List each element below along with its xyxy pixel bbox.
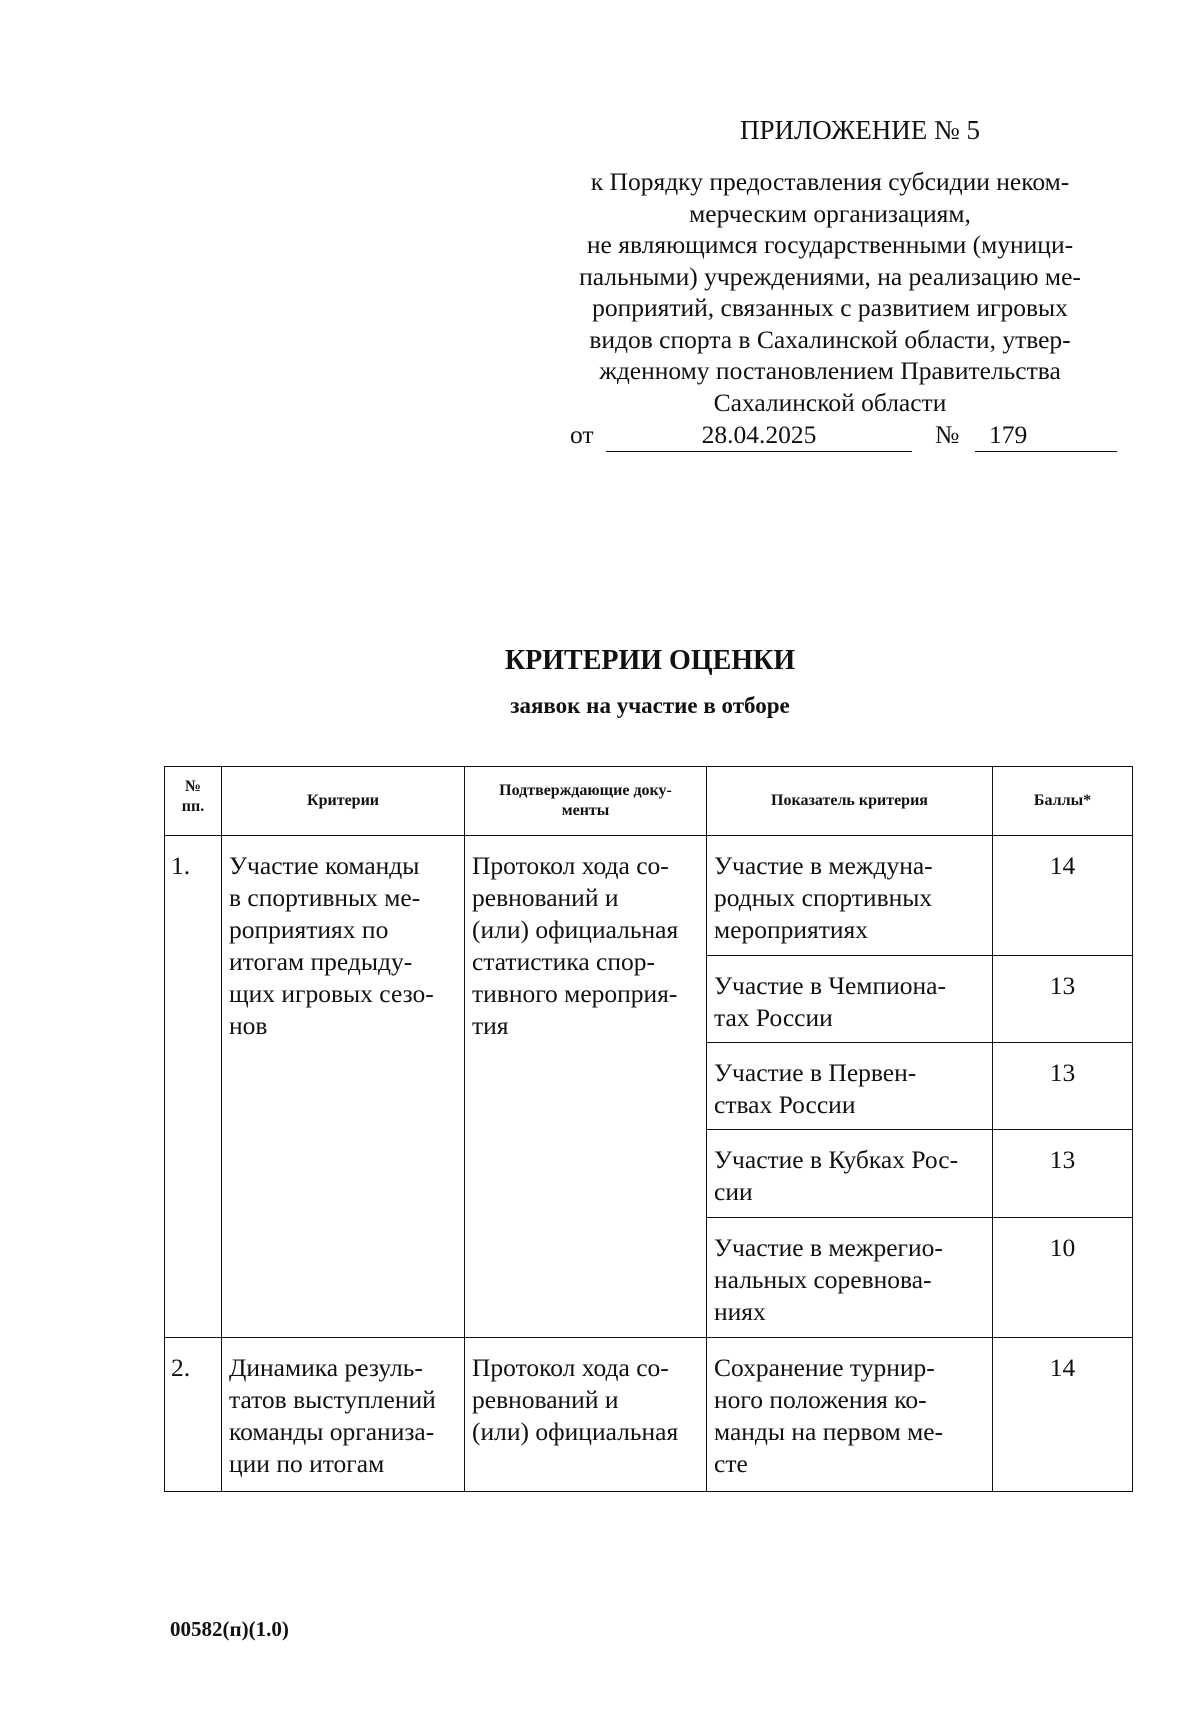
annex-line: к Порядку предоставления субсидии неком- — [590, 167, 1070, 196]
header-score — [993, 767, 1133, 836]
number-sign: № — [935, 420, 960, 449]
annex-line: роприятий, связанных с развитием игровых — [592, 293, 1068, 322]
header-number-label: № пп. — [181, 778, 205, 815]
header-criteria — [222, 767, 465, 836]
documents-cell: Протокол хода со- ревнований и (или) официальная статистика спор- тивного мероприя- тия — [465, 836, 707, 1338]
header-indicator — [707, 767, 993, 836]
indicator-cell: Участие в Кубках Рос- сии — [707, 1130, 993, 1218]
score-cell: 13 — [993, 1130, 1133, 1218]
documents-cell: Протокол хода со- ревнований и (или) официальная — [465, 1338, 707, 1492]
indicator-cell: Участие в междуна- родных спортивных мероприятиях — [707, 836, 993, 956]
header-documents-label: Подтверждающие доку- менты — [499, 782, 672, 819]
date-prefix: от — [570, 420, 594, 449]
header-number — [165, 767, 222, 836]
annex-line: Сахалинской области — [713, 387, 947, 417]
criteria-table — [164, 766, 1133, 1492]
annex-title: ПРИЛОЖЕНИЕ № 5 — [739, 115, 981, 145]
row-number: 1. — [165, 836, 222, 1338]
score-cell: 14 — [993, 1338, 1133, 1492]
annex-text — [540, 166, 1120, 418]
annex-block — [540, 115, 1120, 456]
table-header-row — [165, 767, 1133, 836]
criterion-cell: Участие команды в спортивных ме- роприятиях по итогам предыду- щих игровых сезо- нов — [222, 836, 465, 1338]
annex-line: видов спорта в Сахалинской области, утвер- — [589, 324, 1071, 354]
header-indicator-label: Показатель критерия — [771, 792, 928, 809]
score-cell: 13 — [993, 1043, 1133, 1130]
header-criteria-label: Критерии — [306, 792, 379, 809]
indicator-cell: Сохранение турнир- ного положения ко- манды на первом ме- сте — [707, 1338, 993, 1492]
document-title: КРИТЕРИИ ОЦЕНКИ — [504, 645, 796, 676]
table-row — [165, 1338, 1133, 1492]
table-row — [165, 836, 1133, 956]
annex-line: пальными) учреждениями, на реализацию ме- — [579, 261, 1081, 291]
document-subtitle: заявок на участие в отборе — [510, 693, 790, 718]
document-code: 00582(п)(1.0) — [170, 1617, 289, 1641]
annex-date-row — [540, 420, 1120, 456]
indicator-cell: Участие в Чемпиона- тах России — [707, 956, 993, 1043]
score-cell: 10 — [993, 1218, 1133, 1338]
resolution-date: 28.04.2025 — [606, 420, 912, 452]
annex-line: мерческим организациям, — [689, 198, 971, 228]
resolution-number: 179 — [975, 420, 1117, 452]
score-cell: 13 — [993, 956, 1133, 1043]
header-score-label: Баллы* — [1033, 792, 1092, 809]
annex-line: жденному постановлением Правительства — [599, 356, 1061, 385]
indicator-cell: Участие в межрегио- нальных соревнова- ниях — [707, 1218, 993, 1338]
indicator-cell: Участие в Первен- ствах России — [707, 1043, 993, 1130]
criterion-cell: Динамика резуль- татов выступлений команды организа- ции по итогам — [222, 1338, 465, 1492]
score-cell: 14 — [993, 836, 1133, 956]
row-number: 2. — [165, 1338, 222, 1492]
header-documents — [465, 767, 707, 836]
annex-line: не являющимся государственными (муници- — [586, 230, 1074, 259]
